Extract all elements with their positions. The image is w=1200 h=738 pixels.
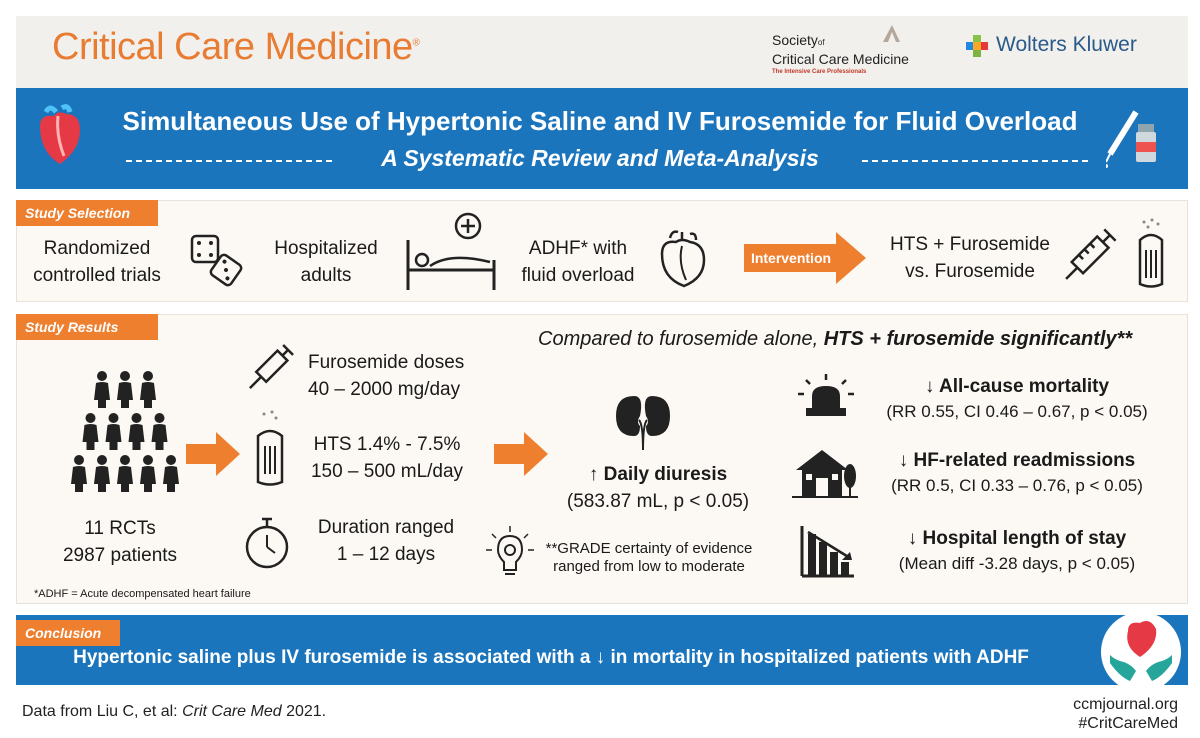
- person-figure: [117, 371, 133, 408]
- person-figure: [106, 413, 122, 450]
- criterion-adults: Hospitalized adults: [274, 238, 378, 286]
- alarm-light-icon: [796, 372, 856, 418]
- title-subtitle: A Systematic Review and Meta-Analysis: [381, 145, 819, 171]
- hospital-bed-icon: [402, 210, 498, 294]
- stopwatch-icon: [242, 515, 292, 571]
- outcome-length-of-stay: ↓ Hospital length of stay (Mean diff -3.28 days, p < 0.05): [898, 528, 1136, 573]
- footer-links: [960, 695, 1178, 733]
- intervention-text: HTS + Furosemide vs. Furosemide: [890, 234, 1050, 282]
- kidney-icon: [612, 392, 674, 452]
- website-link[interactable]: ccmjournal.org: [1073, 696, 1178, 713]
- heart-icon: [656, 228, 710, 290]
- hts-concentration: HTS 1.4% - 7.5% 150 – 500 mL/day: [310, 434, 464, 482]
- study-count: 11 RCTs 2987 patients: [62, 518, 178, 566]
- person-figure: [94, 455, 110, 492]
- person-figure: [117, 455, 133, 492]
- furosemide-doses: Furosemide doses 40 – 2000 mg/day: [308, 352, 465, 400]
- arrow-right-icon: [186, 432, 242, 476]
- title-banner: [16, 88, 1188, 189]
- dice-icon: [188, 232, 244, 288]
- people-pyramid-icon: [66, 370, 184, 500]
- conclusion-text: Hypertonic saline plus IV furosemide is associated with a ↓ in mortality in hospitalized patients with ADHF: [73, 647, 1029, 668]
- sccm-logo: Societyof Critical Care Medicine The Intensive Care Professionals: [772, 32, 909, 75]
- sccm-mark-icon: [880, 22, 902, 44]
- arrow-right-icon-2: [494, 432, 550, 476]
- house-icon: [792, 446, 858, 500]
- study-selection-tag: Study Selection: [16, 200, 158, 226]
- hashtag: #CritCareMed: [1078, 715, 1178, 732]
- study-results-tag: Study Results: [16, 314, 158, 340]
- outcome-mortality: ↓ All-cause mortality (RR 0.55, CI 0.46 – 0.67, p < 0.05): [886, 376, 1148, 421]
- person-figure: [83, 413, 99, 450]
- journal-logo: Critical Care Medicine®: [52, 26, 420, 68]
- title-dash-right: [862, 160, 1088, 162]
- criterion-rcts: Randomized controlled trials: [33, 238, 161, 286]
- conclusion-tag: Conclusion: [16, 620, 120, 646]
- title-main: Simultaneous Use of Hypertonic Saline and IV Furosemide for Fluid Overload: [122, 106, 1078, 136]
- adhf-footnote: *ADHF = Acute decompensated heart failure: [34, 588, 251, 600]
- grade-note: **GRADE certainty of evidence ranged from low to moderate: [545, 540, 753, 575]
- syringe-icon-2: [240, 340, 298, 398]
- wolters-kluwer-logo-icon: [964, 33, 992, 61]
- intervention-label: Intervention: [750, 250, 832, 266]
- salt-shaker-icon: [1130, 218, 1172, 290]
- person-figure: [152, 413, 168, 450]
- person-figure: [140, 455, 156, 492]
- person-figure: [140, 371, 156, 408]
- person-figure: [129, 413, 145, 450]
- lightbulb-gear-icon: [486, 524, 534, 580]
- duration: Duration ranged 1 – 12 days: [317, 517, 455, 565]
- outcome-readmissions: ↓ HF-related readmissions (RR 0.5, CI 0.33 – 0.76, p < 0.05): [891, 450, 1143, 495]
- criterion-adhf: ADHF* with fluid overload: [521, 238, 635, 286]
- results-headline: Compared to furosemide alone, HTS + furosemide significantly**: [538, 328, 1133, 350]
- salt-shaker-icon-2: [252, 410, 288, 486]
- source-citation: Data from Liu C, et al: Crit Care Med 2021.: [22, 703, 327, 720]
- declining-chart-icon: [800, 524, 856, 578]
- publisher-name: Wolters Kluwer: [996, 33, 1137, 56]
- care-hands-heart-icon: [1100, 611, 1182, 693]
- syringe-icon: [1056, 224, 1120, 290]
- person-figure: [94, 371, 110, 408]
- person-figure: [163, 455, 179, 492]
- diuresis-result: ↑ Daily diuresis (583.87 mL, p < 0.05): [566, 464, 750, 512]
- person-figure: [71, 455, 87, 492]
